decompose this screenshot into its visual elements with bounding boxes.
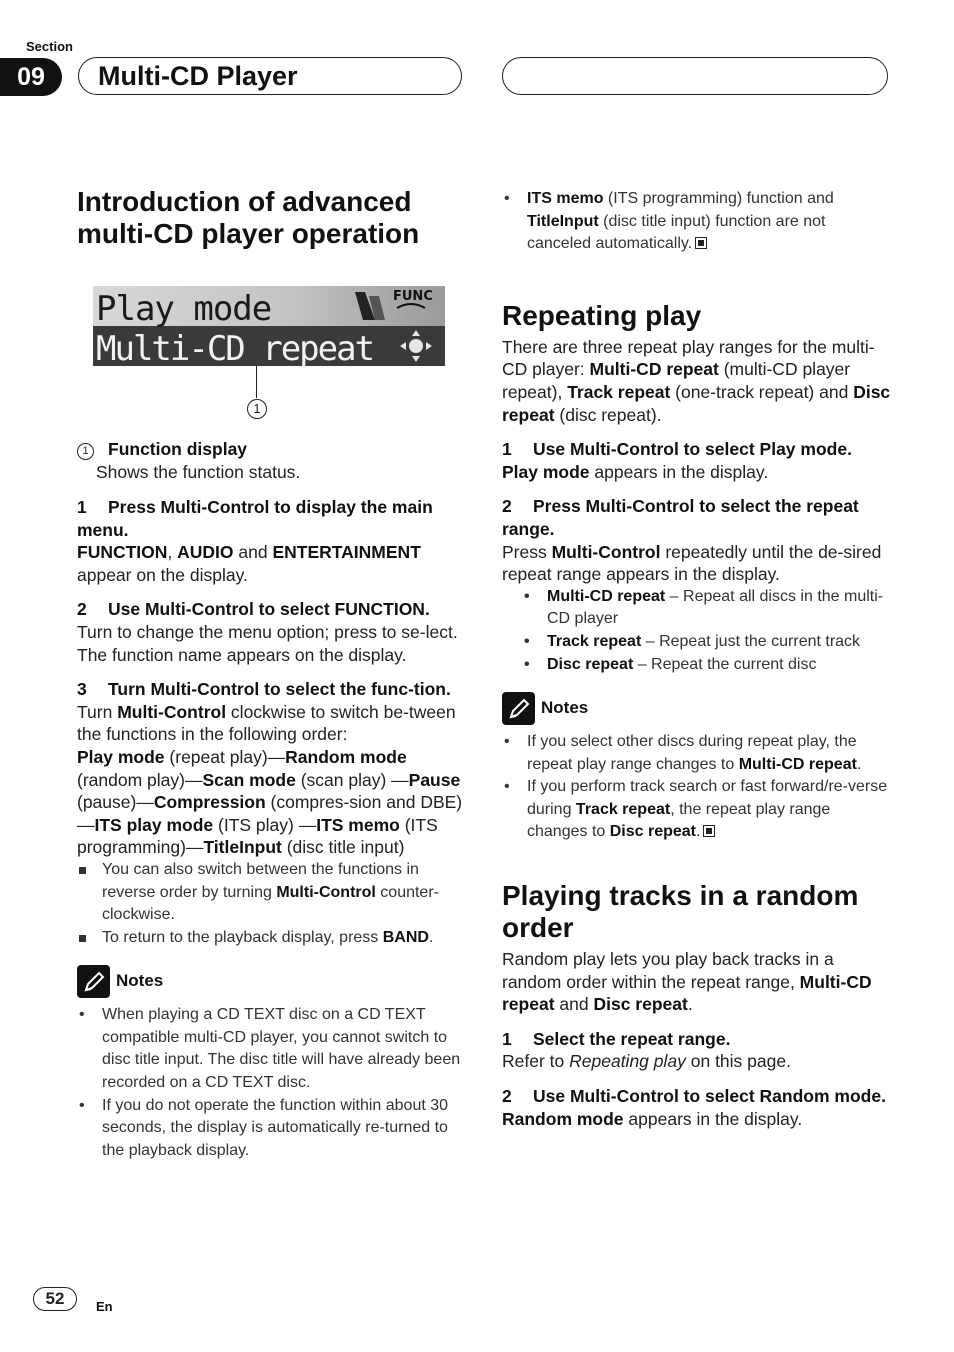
pencil-icon <box>502 692 535 725</box>
repeat-notes-header <box>502 692 892 725</box>
random-step1-title: 1 Select the repeat range. <box>502 1028 731 1049</box>
notes-header <box>77 965 469 998</box>
random-step1-body: Refer to Repeating play on this page. <box>502 1051 791 1072</box>
lcd-func-label: FUNC <box>393 289 433 304</box>
end-mark-icon <box>695 237 707 249</box>
left-steps <box>77 496 469 1162</box>
step2-body-2: The function name appears on the display. <box>77 644 407 665</box>
notes-list <box>77 1004 469 1162</box>
note-item: • If you select other discs during repeat play, the repeat play range changes to Multi-CD repeat. <box>504 733 862 773</box>
range-item: • Disc repeat – Repeat the current disc <box>524 655 817 673</box>
page-language: En <box>96 1299 113 1314</box>
repeat-step1-title: 1 Use Multi-Control to select Play mode. <box>502 439 852 460</box>
notes-label: Notes <box>541 698 589 718</box>
its-memo-note: • ITS memo (ITS programming) function and TitleInput (disc title input) function are not canceled automatically. <box>504 190 834 253</box>
range-item: • Multi-CD repeat – Repeat all discs in the multi-CD player <box>524 587 884 628</box>
end-mark-icon <box>703 825 715 837</box>
note-item: • If you do not operate the function within about 30 seconds, the display is automatically re-turned to the playback display. <box>79 1096 449 1159</box>
right-column <box>502 188 892 1130</box>
intro-heading-block <box>77 186 469 250</box>
lcd-line-1: Play mode <box>96 289 272 329</box>
function-order-list: Play mode (repeat play)—Random mode (random play)—Scan mode (scan play) —Pause (pause)—Compression (compres-sion and DBE)—ITS play mode (ITS play) —ITS memo (ITS programming)—TitleInput (disc title input) <box>77 746 463 858</box>
step2-body: Turn to change the menu option; press to se-lect. <box>77 621 458 642</box>
note-item: • When playing a CD TEXT disc on a CD TEXT compatible multi-CD player, you cannot switch to disc title input. The disc title will have already been recorded on a CD TEXT disc. <box>79 1006 461 1092</box>
step3-intro: Turn Multi-Control clockwise to switch be-tween the functions in the following order: <box>77 701 456 745</box>
section-title: Multi-CD Player <box>98 61 298 91</box>
repeat-range-list <box>502 586 892 676</box>
repeat-heading: Repeating play <box>502 299 702 331</box>
lcd-line-2: Multi-CD repeat <box>96 329 374 366</box>
intro-heading: Introduction of advanced multi-CD player operation <box>77 186 420 249</box>
step1-body: FUNCTION, AUDIO and ENTERTAINMENT appear on the display. <box>77 542 421 585</box>
section-label: Section <box>26 39 73 54</box>
random-intro: Random play lets you play back tracks in a random order within the repeat range, Multi-CD repeat and Disc repeat. <box>502 949 872 1015</box>
callout-number: 1 <box>247 399 267 419</box>
pencil-icon <box>77 965 110 998</box>
step1-title: 1 Press Multi-Control to display the main menu. <box>77 497 433 540</box>
function-display-label: Function display <box>108 439 248 459</box>
random-step2-body: Random mode appears in the display. <box>502 1108 803 1129</box>
repeat-step2-body: Press Multi-Control repeatedly until the de-sired repeat range appears in the display. <box>502 541 882 585</box>
repeat-intro: There are three repeat play ranges for the multi-CD player: Multi-CD repeat (multi-CD player repeat), Track repeat (one-track repeat) and Disc repeat (disc repeat). <box>502 336 891 425</box>
repeat-notes-list <box>502 731 892 844</box>
random-heading: Playing tracks in a random order <box>502 880 859 944</box>
tip-item: To return to the playback display, press BAND. <box>77 927 469 950</box>
note-item: • If you perform track search or fast forward/re-verse during Track repeat, the repeat play range changes to Disc repeat. <box>504 778 888 841</box>
page-number: 52 <box>33 1287 77 1311</box>
section-number-badge: 09 <box>0 58 62 96</box>
function-display-item <box>77 438 300 483</box>
notes-label: Notes <box>116 971 164 991</box>
empty-title-frame <box>502 57 888 95</box>
random-step2-title: 2 Use Multi-Control to select Random mode. <box>502 1086 886 1107</box>
step3-title: 3 Turn Multi-Control to select the func-tion. <box>77 679 451 700</box>
range-item: • Track repeat – Repeat just the current track <box>524 632 861 650</box>
function-display-desc: Shows the function status. <box>96 461 301 482</box>
callout-line <box>256 366 257 398</box>
repeat-step1-body: Play mode appears in the display. <box>502 461 769 482</box>
lcd-dial-icon <box>409 339 423 353</box>
lcd-display-illustration <box>93 286 445 366</box>
repeat-step2-title: 2 Press Multi-Control to select the repeat range. <box>502 496 859 539</box>
step2-title: 2 Use Multi-Control to select FUNCTION. <box>77 599 430 620</box>
step3-tips <box>77 859 469 949</box>
tip-item: You can also switch between the functions in reverse order by turning Multi-Control counter-clockwise. <box>77 859 469 927</box>
callout-number-small: 1 <box>77 443 94 460</box>
